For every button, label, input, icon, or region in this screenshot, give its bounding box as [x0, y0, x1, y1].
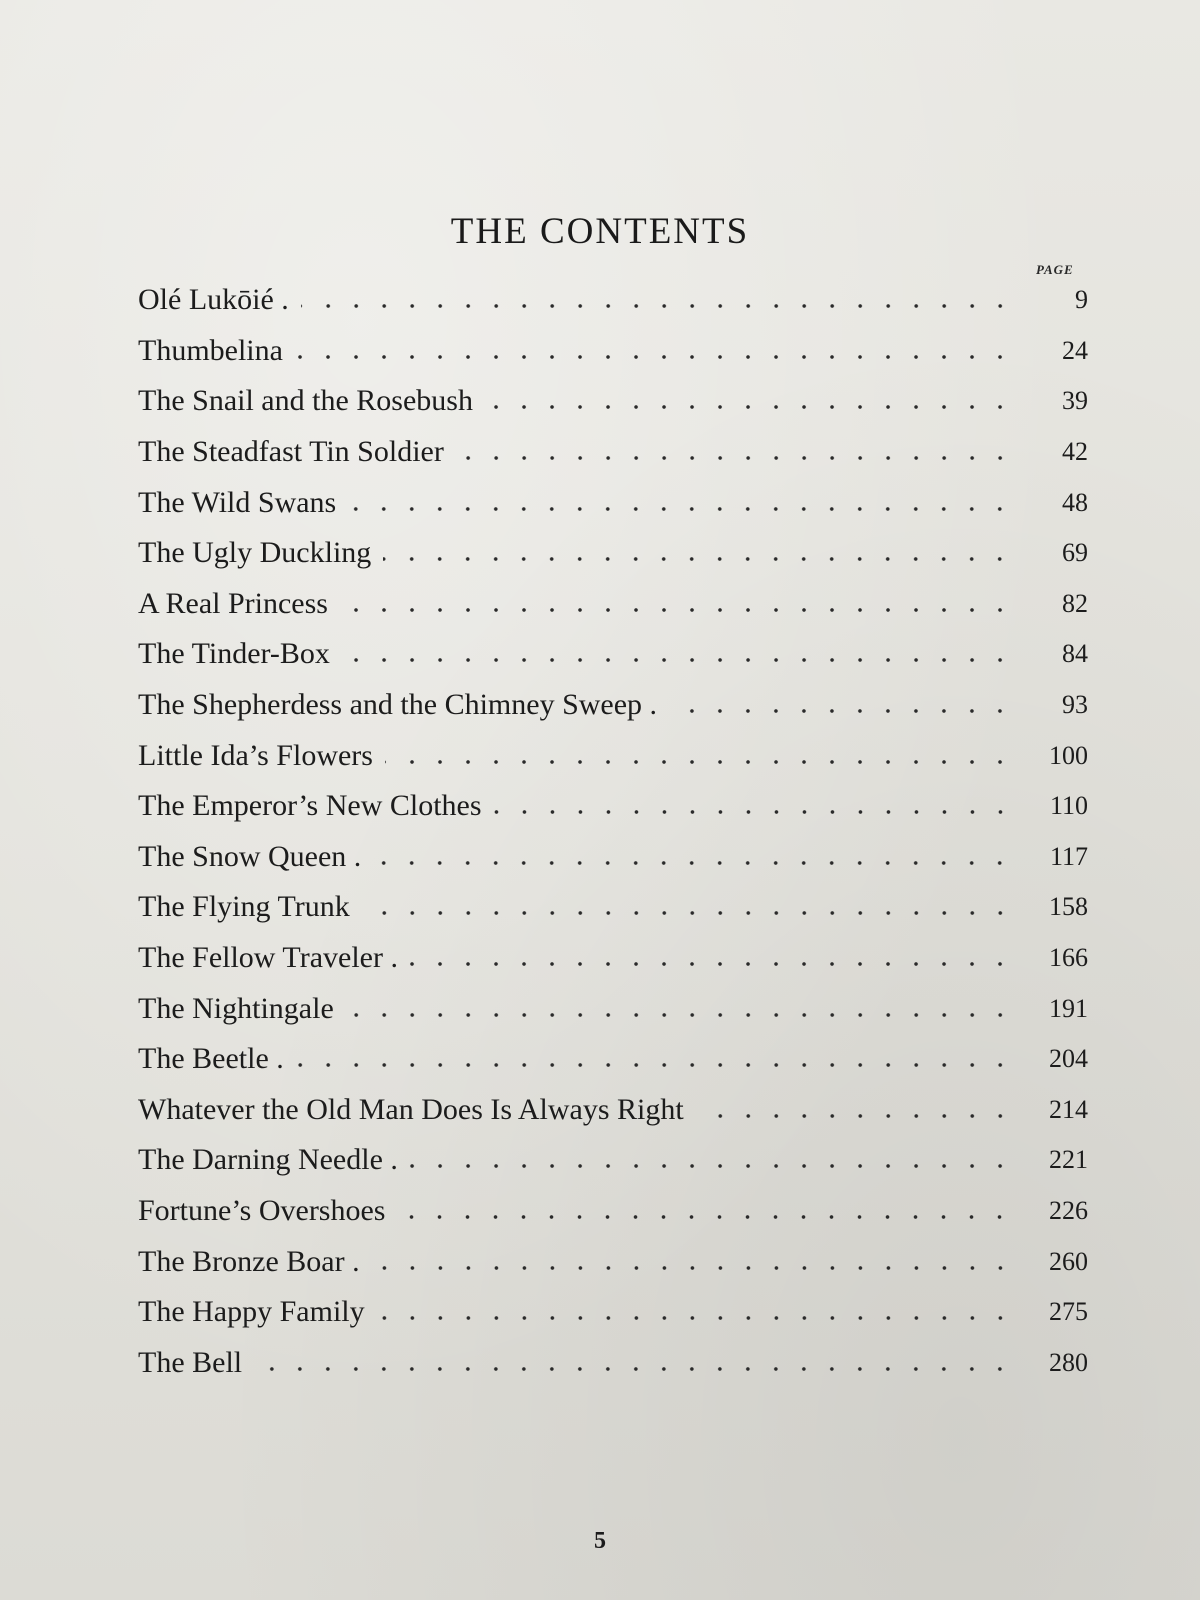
- toc-entry-page: 48: [1062, 487, 1088, 517]
- toc-entry-title: The Flying Trunk: [138, 890, 350, 924]
- toc-entry-title: Thumbelina: [138, 333, 283, 367]
- toc-entry-page: 117: [1049, 841, 1088, 871]
- dot-leader: [410, 1162, 1014, 1170]
- toc-entry-page: 39: [1062, 386, 1088, 416]
- dot-leader: [348, 505, 1014, 513]
- toc-entry-title: Whatever the Old Man Does Is Always Right: [138, 1092, 684, 1126]
- toc-entry-page: 280: [1049, 1347, 1088, 1377]
- toc-entry: [138, 933, 1088, 984]
- toc-entry-page: 226: [1049, 1195, 1088, 1225]
- dot-leader: [696, 1112, 1014, 1120]
- toc-entry-title: Fortune’s Overshoes: [138, 1193, 386, 1227]
- toc-entry-page: 158: [1049, 892, 1088, 922]
- dot-leader: [373, 859, 1014, 867]
- dot-leader: [372, 1264, 1014, 1272]
- dot-leader: [377, 1314, 1014, 1322]
- toc-entry-page: 24: [1062, 335, 1088, 365]
- toc-entry: [138, 579, 1088, 630]
- page-number: 5: [594, 1528, 606, 1554]
- toc-entry-page: 260: [1049, 1246, 1088, 1276]
- toc-entry: [138, 477, 1088, 528]
- dot-leader: [342, 656, 1014, 664]
- toc-entry-title: The Fellow Traveler .: [138, 941, 398, 975]
- dot-leader: [485, 403, 1014, 411]
- toc-entry: [138, 781, 1088, 832]
- page-column-label: PAGE: [1036, 262, 1074, 277]
- dot-leader: [346, 1011, 1014, 1019]
- toc-entry-page: 100: [1049, 740, 1088, 770]
- dot-leader: [296, 1061, 1014, 1069]
- toc-entry-page: 204: [1049, 1044, 1088, 1074]
- contents-heading: THE CONTENTS: [450, 211, 750, 252]
- toc-entry-title: The Happy Family: [138, 1295, 365, 1329]
- toc-entry-title: A Real Princess: [138, 586, 328, 620]
- toc-entry-page: 275: [1049, 1297, 1088, 1327]
- toc-entry-title: The Wild Swans: [138, 485, 337, 519]
- toc-entry-title: The Beetle .: [138, 1042, 284, 1076]
- toc-entry-title: Olé Lukōié .: [138, 283, 289, 317]
- toc-entry: [138, 376, 1088, 427]
- dot-leader: [362, 909, 1014, 917]
- toc-entry: [138, 1085, 1088, 1136]
- toc-entry-title: The Bell: [138, 1345, 243, 1379]
- toc-entry: [138, 1186, 1088, 1237]
- toc-entry-title: The Ugly Duckling: [138, 536, 372, 570]
- toc-entry: [138, 680, 1088, 731]
- toc-entry-page: 84: [1062, 639, 1088, 669]
- toc-entry-page: 191: [1049, 993, 1088, 1023]
- toc-entry-title: The Bronze Boar .: [138, 1244, 360, 1278]
- toc-entry-page: 69: [1062, 538, 1088, 568]
- toc-entry-page: 93: [1062, 690, 1088, 720]
- toc-entry-title: The Darning Needle .: [138, 1143, 398, 1177]
- toc-entry-title: The Snow Queen .: [138, 839, 362, 873]
- dot-leader: [456, 454, 1014, 462]
- toc-entry: [138, 1337, 1088, 1388]
- dot-leader: [385, 758, 1014, 766]
- toc-entry: [138, 1287, 1088, 1338]
- toc-entry: [138, 629, 1088, 680]
- toc-entry-title: The Nightingale: [138, 991, 334, 1025]
- toc-entry-title: The Steadfast Tin Soldier: [138, 435, 444, 469]
- toc-entry: [138, 730, 1088, 781]
- toc-entry-page: 82: [1062, 588, 1088, 618]
- toc-entry-title: The Tinder-Box: [138, 637, 330, 671]
- toc-entry: [138, 326, 1088, 377]
- toc-entry: [138, 832, 1088, 883]
- dot-leader: [301, 302, 1014, 310]
- toc-entry-title: The Emperor’s New Clothes: [138, 789, 482, 823]
- toc-entry: [138, 528, 1088, 579]
- toc-entry: [138, 1236, 1088, 1287]
- dot-leader: [254, 1365, 1014, 1373]
- toc-entry-page: 9: [1075, 285, 1088, 315]
- toc-entry: [138, 882, 1088, 933]
- dot-leader: [669, 707, 1014, 715]
- toc-entry-page: 221: [1049, 1145, 1088, 1175]
- toc-entry-title: The Shepherdess and the Chimney Sweep .: [138, 688, 658, 722]
- toc-entry: [138, 275, 1088, 326]
- toc-entry: [138, 427, 1088, 478]
- dot-leader: [410, 960, 1014, 968]
- toc-entry: [138, 1135, 1088, 1186]
- dot-leader: [295, 353, 1014, 361]
- toc-entry: [138, 983, 1088, 1034]
- dot-leader: [383, 555, 1014, 563]
- dot-leader: [397, 1213, 1014, 1221]
- toc-entry-title: The Snail and the Rosebush: [138, 384, 473, 418]
- toc-entry: [138, 1034, 1088, 1085]
- dot-leader: [340, 606, 1014, 614]
- toc-entry-page: 110: [1049, 791, 1088, 821]
- table-of-contents: [138, 275, 1088, 1388]
- toc-entry-title: Little Ida’s Flowers: [138, 738, 373, 772]
- dot-leader: [494, 808, 1014, 816]
- toc-entry-page: 42: [1062, 437, 1088, 467]
- toc-entry-page: 166: [1049, 943, 1088, 973]
- toc-entry-page: 214: [1049, 1094, 1088, 1124]
